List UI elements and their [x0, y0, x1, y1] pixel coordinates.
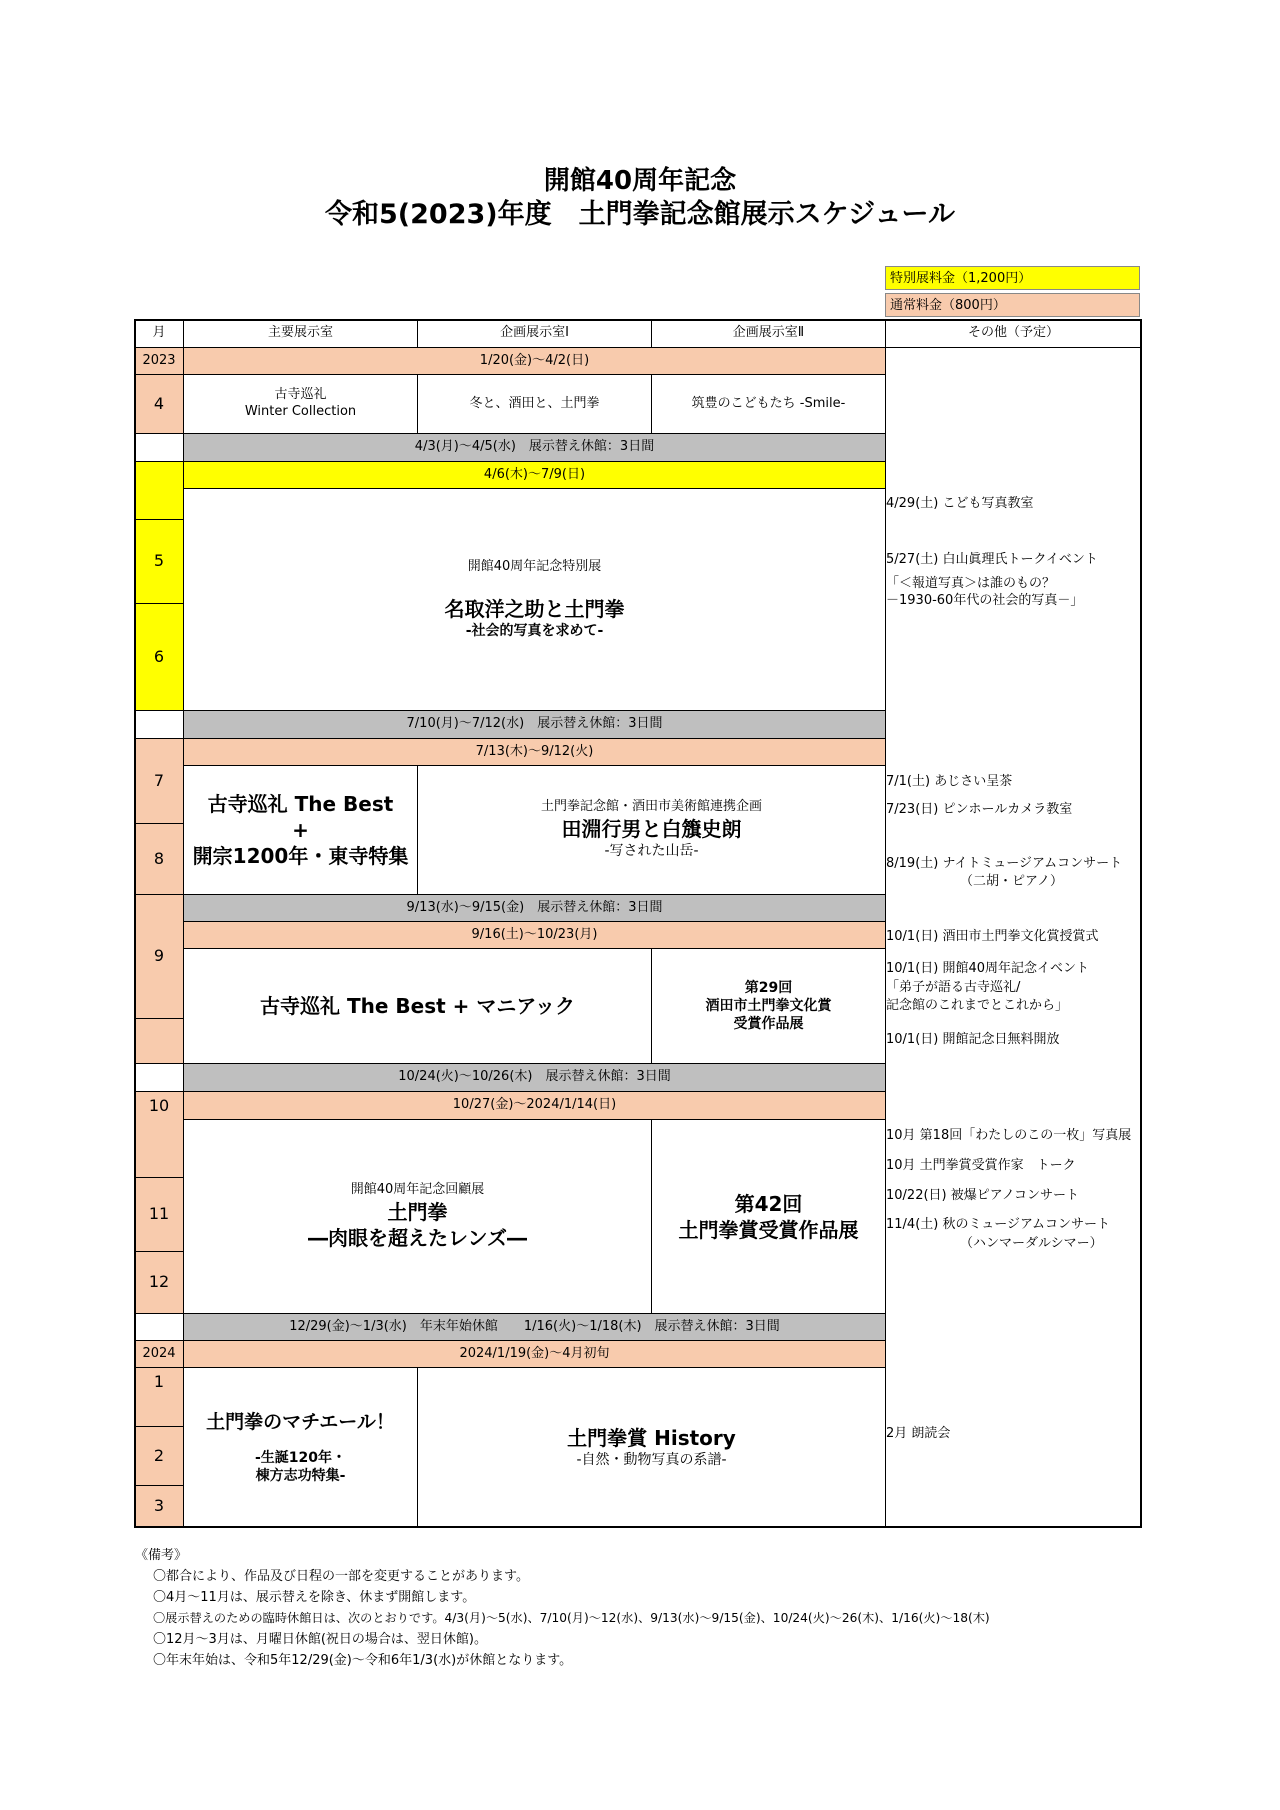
header-other: その他（予定）: [885, 319, 1142, 348]
month-9b: [134, 1018, 184, 1064]
closure-bar: 12/29(金)～1/3(水) 年末年始休館 1/16(火)～1/18(木) 展示替え休館：3日間: [183, 1313, 886, 1341]
period-bar: 9/16(土)～10/23(月): [183, 921, 886, 949]
month-gap: [134, 1063, 184, 1092]
note-item: 〇年末年始は、令和5年12/29(金)～令和6年1/3(水)が休館となります。: [153, 1653, 573, 1668]
event-item: 10/1(日) 開館記念日無料開放: [886, 1032, 1060, 1047]
exhibit-main-6: [183, 1367, 418, 1528]
event-item: 「＜報道写真＞は誰のもの？: [886, 576, 1056, 591]
notes-heading: 《備考》: [135, 1548, 188, 1563]
event-item: （ハンマーダルシマー）: [960, 1236, 1103, 1251]
exhibit-room2-5: [651, 1119, 886, 1314]
exhibit-title-2: 開宗1200年・東寺特集: [192, 844, 409, 868]
note-item: 〇都合により、作品及び日程の一部を変更することがあります。: [153, 1569, 529, 1584]
header-room1: 企画展示室Ⅰ: [417, 319, 652, 348]
exhibit-room2-1: 筑豊のこどもたち -Smile-: [651, 374, 886, 434]
exhibit-label: 土門拳記念館・酒田市美術館連携企画: [540, 799, 762, 815]
closure-bar: 10/24(火)～10/26(木) 展示替え休館：3日間: [183, 1063, 886, 1092]
page-title-line2: 令和5(2023)年度 土門拳記念館展示スケジュール: [325, 199, 955, 230]
event-item: 10月 土門拳賞受賞作家 トーク: [886, 1158, 1076, 1173]
exhibit-title: 第29回: [744, 979, 793, 996]
exhibit-title: 土門拳賞 History: [567, 1426, 736, 1451]
exhibit-main-1: [183, 374, 418, 434]
exhibit-title: 第42回: [734, 1191, 803, 1216]
period-bar: 1/20(金)～4/2(日): [183, 347, 886, 375]
exhibit-subtitle: -生誕120年・: [254, 1449, 347, 1466]
month-7: 7: [134, 738, 184, 824]
event-item: 7/23(日) ピンホールカメラ教室: [886, 802, 1073, 817]
month-9: 9: [134, 894, 184, 1019]
month-gap: [134, 1313, 184, 1341]
event-item: 5/27(土) 白山眞理氏トークイベント: [886, 552, 1098, 567]
exhibit-subtitle: -自然・動物写真の系譜-: [576, 1452, 727, 1469]
exhibit-subtitle: -写された山岳-: [604, 843, 699, 860]
month-5: 5: [134, 519, 184, 604]
exhibit-special-2: [183, 488, 886, 711]
event-item: 10月 第18回「わたしのこの一枚」写真展: [886, 1128, 1132, 1143]
month-year-2024: 2024: [134, 1340, 184, 1368]
month-4: 4: [134, 374, 184, 434]
period-bar: 4/6(木)～7/9(日): [183, 461, 886, 489]
event-item: 2月 朗読会: [886, 1426, 951, 1441]
closure-bar: 9/13(水)～9/15(金) 展示替え休館：3日間: [183, 894, 886, 922]
event-item: 10/22(日) 被爆ピアノコンサート: [886, 1188, 1080, 1203]
exhibit-title: 田淵行男と白籏史朗: [561, 817, 742, 842]
exhibit-title: 古寺巡礼 The Best + マニアック: [260, 994, 575, 1018]
page-title-line1: 開館40周年記念: [543, 166, 737, 196]
exhibit-title: 土門拳: [387, 1199, 448, 1224]
period-bar: 2024/1/19(金)～4月初旬: [183, 1340, 886, 1368]
exhibit-label: 開館40周年記念回顧展: [350, 1182, 485, 1198]
exhibit-title: 名取洋之助と土門拳: [444, 596, 625, 621]
event-item: 記念館のこれまでとこれから」: [886, 998, 1069, 1013]
month-gap: [134, 433, 184, 462]
note-item: 〇12月～3月は、月曜日休館(祝日の場合は、翌日休館)。: [153, 1632, 487, 1647]
exhibit-label: 開館40周年記念特別展: [467, 558, 602, 574]
exhibit-subtitle-2: 棟方志功特集-: [255, 1467, 346, 1484]
month-4b: [134, 461, 184, 520]
exhibit-room2-4: [651, 948, 886, 1064]
notes-section: [135, 1545, 990, 1671]
exhibit-main-3: [183, 765, 418, 895]
exhibit-title: 古寺巡礼: [274, 387, 327, 403]
event-item: 10/1(日) 開館40周年記念イベント: [886, 961, 1090, 976]
event-item: 11/4(土) 秋のミュージアムコンサート: [886, 1217, 1111, 1232]
month-8: 8: [134, 823, 184, 895]
period-bar: 7/13(木)～9/12(火): [183, 738, 886, 766]
exhibit-plus: +: [292, 818, 309, 842]
event-item: 8/19(土) ナイトミュージアムコンサート: [886, 856, 1123, 871]
event-item: 10/1(日) 酒田市土門拳文化賞授賞式: [886, 929, 1099, 944]
exhibit-subtitle: ―肉眼を超えたレンズ―: [308, 1225, 527, 1250]
event-item: 7/1(土) あじさい呈茶: [886, 774, 1013, 789]
exhibit-subtitle: Winter Collection: [244, 404, 357, 419]
header-room2: 企画展示室Ⅱ: [651, 319, 886, 348]
closure-bar: 4/3(月)～4/5(水) 展示替え休館：3日間: [183, 433, 886, 462]
note-item: 〇展示替えのための臨時休館日は、次のとおりです。4/3(月)～5(水)、7/10(月)～12(水)、9/13(水)～9/15(金)、10/24(火)～26(木)、1/16(火)～18(木): [153, 1611, 990, 1625]
exhibit-title: 古寺巡礼 The Best: [207, 792, 394, 816]
header-main-room: 主要展示室: [183, 319, 418, 348]
month-gap: [134, 710, 184, 739]
event-item: 4/29(土) こども写真教室: [886, 496, 1034, 511]
exhibit-title-3: 受賞作品展: [733, 1016, 804, 1033]
closure-bar: 7/10(月)～7/12(水) 展示替え休館：3日間: [183, 710, 886, 739]
month-3: 3: [134, 1485, 184, 1528]
event-item: （二胡・ピアノ）: [960, 874, 1063, 889]
month-year-2023: 2023: [134, 347, 184, 375]
note-item: 〇4月～11月は、展示替えを除き、休まず開館します。: [153, 1590, 476, 1605]
exhibit-subtitle: -社会的写真を求めて-: [465, 622, 604, 639]
month-6: 6: [134, 603, 184, 711]
month-12: 12: [134, 1251, 184, 1314]
month-2: 2: [134, 1426, 184, 1486]
event-item: －1930-60年代の社会的写真－」: [886, 593, 1084, 608]
exhibit-room-3: [417, 765, 886, 895]
exhibit-title: 土門拳のマチエール！: [206, 1410, 395, 1433]
legend-special-fee: 特別展料金（1,200円）: [885, 266, 1140, 290]
month-10: 10: [134, 1091, 184, 1178]
exhibit-title-2: 土門拳賞受賞作品展: [678, 1217, 859, 1242]
header-month: 月: [134, 319, 184, 348]
event-item: 「弟子が語る古寺巡礼/: [886, 980, 1021, 995]
exhibit-room1-1: 冬と、酒田と、土門拳: [417, 374, 652, 434]
period-bar: 10/27(金)～2024/1/14(日): [183, 1091, 886, 1120]
exhibit-main-5: [183, 1119, 652, 1314]
legend-normal-fee: 通常料金（800円）: [885, 293, 1140, 317]
month-11: 11: [134, 1177, 184, 1252]
exhibit-room-6: [417, 1367, 886, 1528]
exhibit-title-2: 酒田市土門拳文化賞: [705, 997, 832, 1014]
month-1: 1: [134, 1367, 184, 1427]
exhibit-main-4: [183, 948, 652, 1064]
